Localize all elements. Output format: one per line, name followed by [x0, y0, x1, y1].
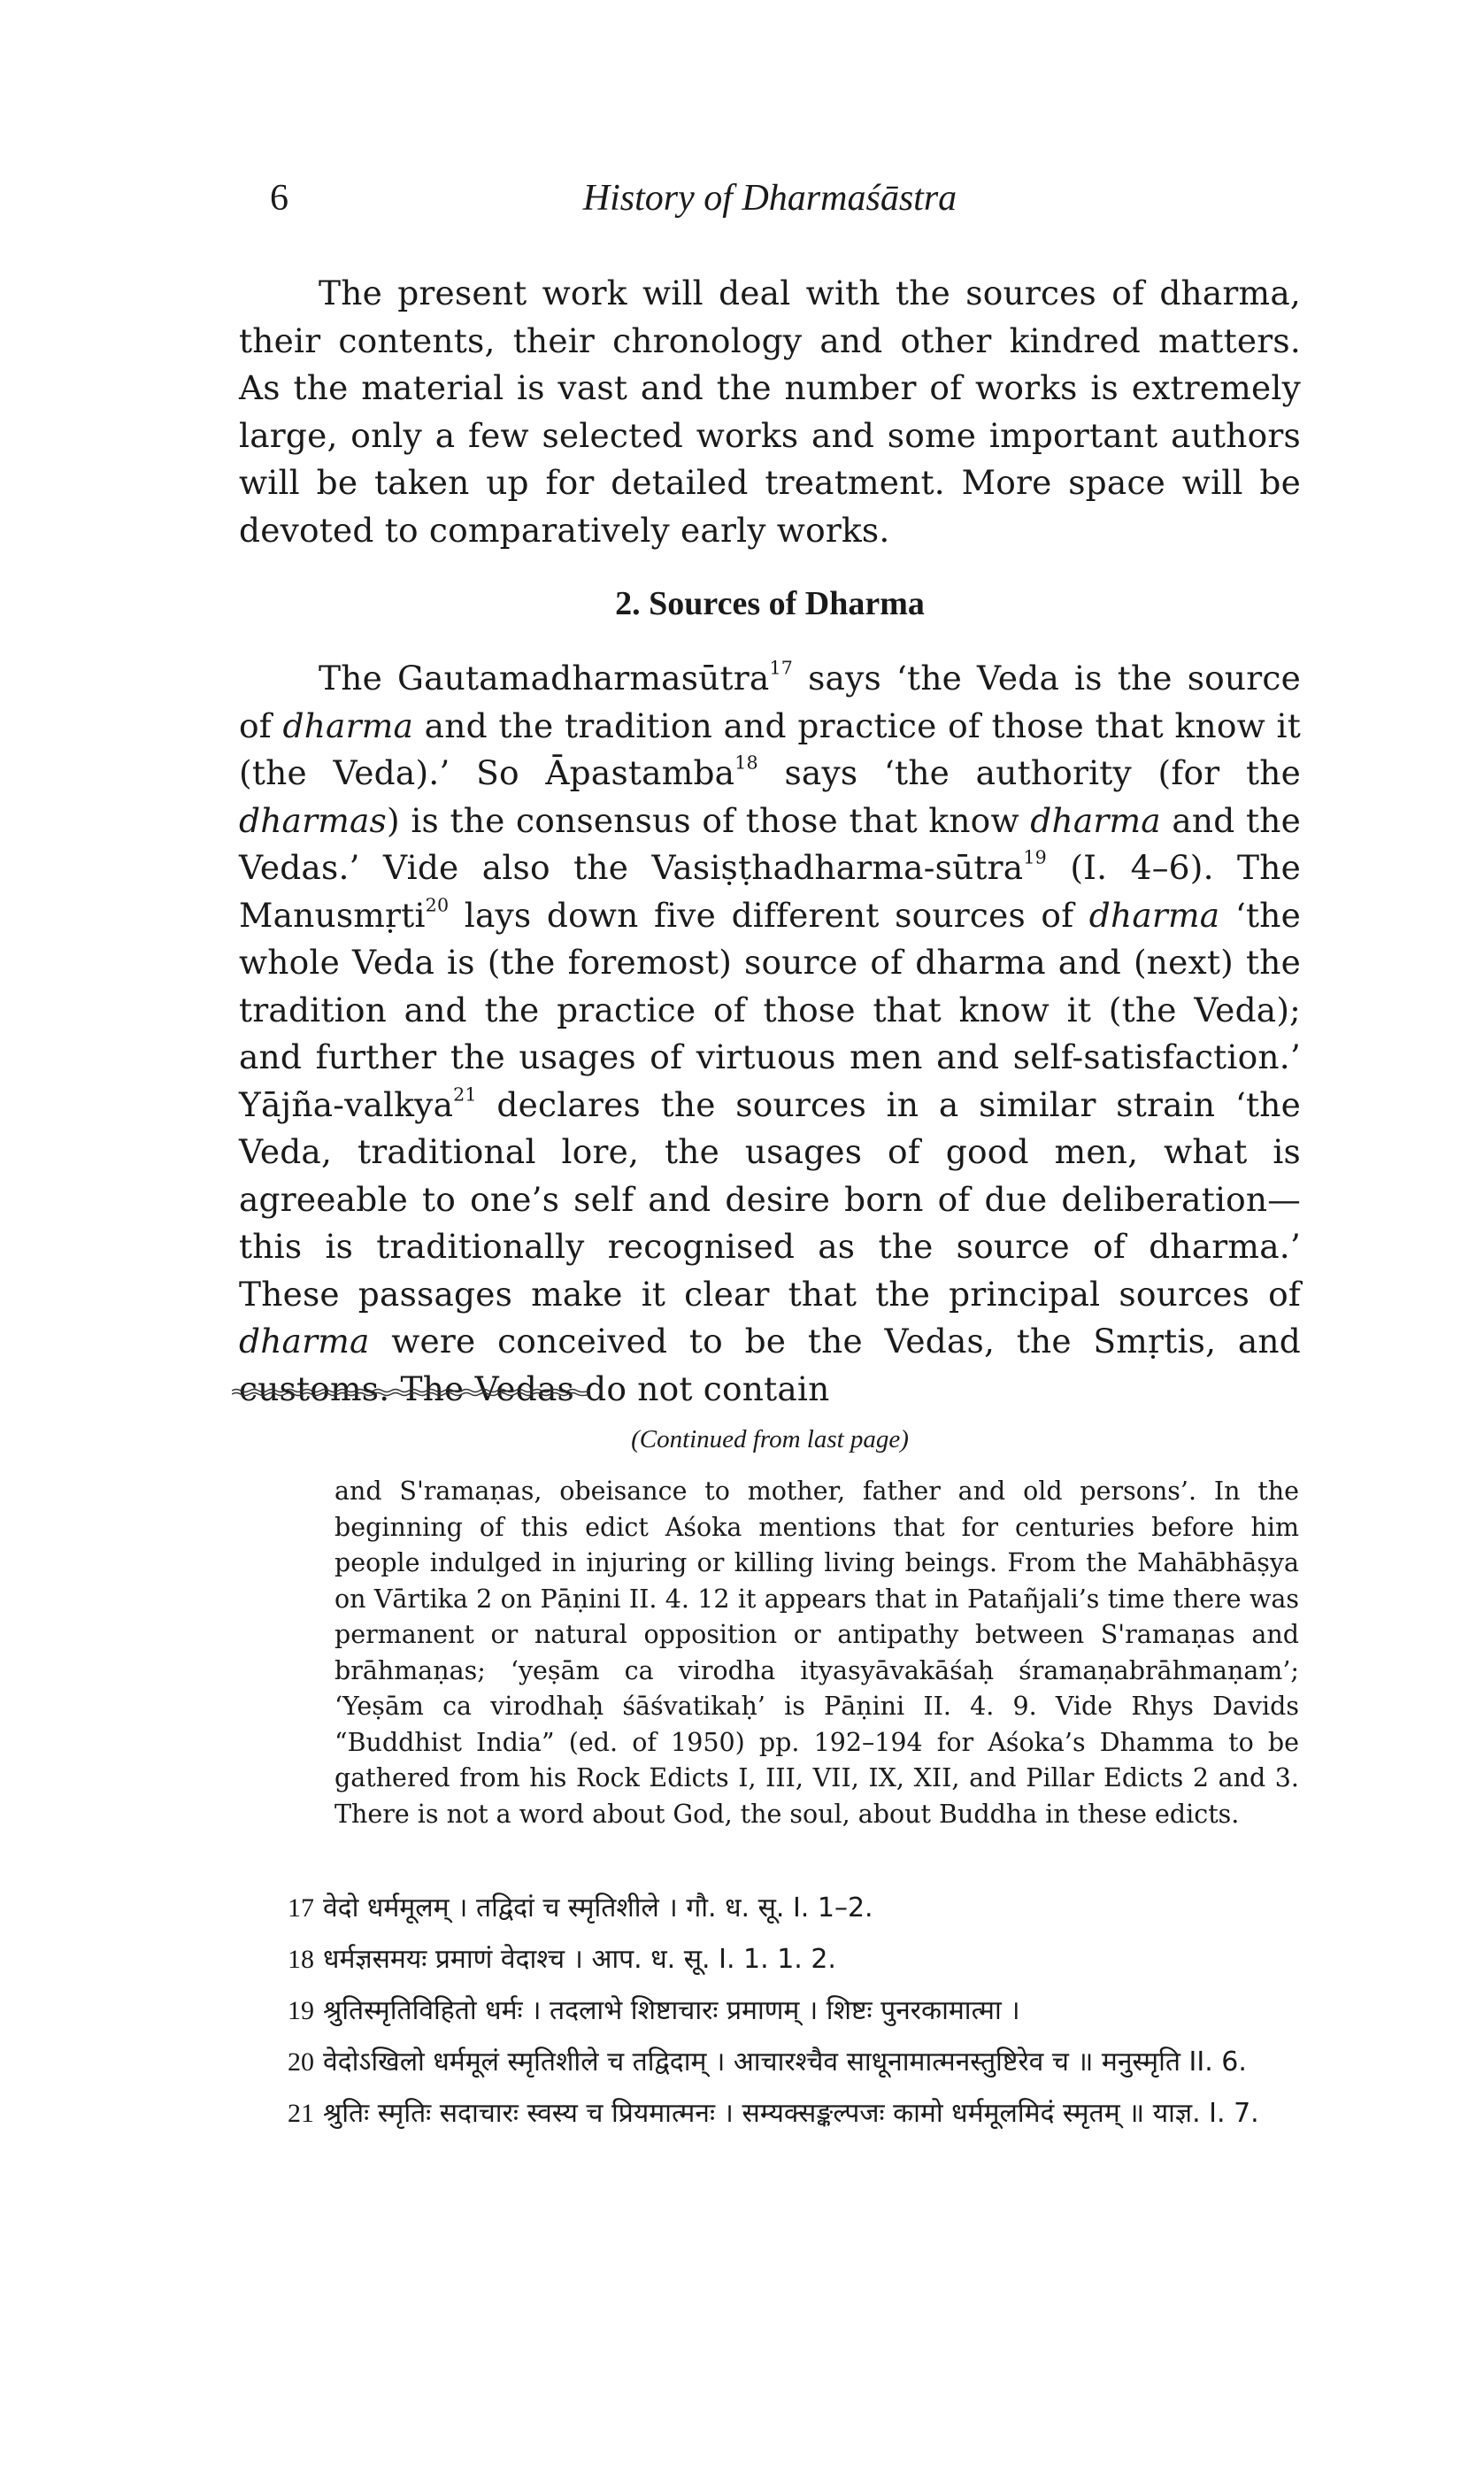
page-header — [239, 177, 1301, 230]
footnote-separator-rule — [232, 1388, 590, 1397]
footnote-number: 21 — [288, 2099, 314, 2128]
footnote-ref-18: 18 — [734, 752, 758, 774]
text-span: and the tradition and practice of those that know it (the Veda).’ So Āpastamba — [239, 705, 1301, 792]
italic-term: dharma — [1030, 800, 1161, 840]
italic-term: dharma — [239, 1322, 370, 1361]
text-span: says ‘the authority (for the — [757, 753, 1301, 792]
text-span: were conceived to be the Vedas, the Smṛtis, and customs. The Vedas do not contain — [239, 1322, 1301, 1408]
paragraph-intro — [239, 270, 1301, 554]
footnote-20 — [288, 2039, 1305, 2085]
footnote-18 — [288, 1937, 1305, 1983]
running-title: History of Dharmaśāstra — [582, 178, 957, 219]
section-heading: 2. Sources of Dharma — [615, 585, 925, 622]
text-span: (I. 4–6). The Manusmṛti — [239, 848, 1301, 935]
italic-term: dharma — [282, 705, 414, 745]
footnote-ref-21: 21 — [453, 1083, 477, 1105]
text-span: lays down five different sources of — [449, 895, 1089, 935]
text-span: ‘the whole Veda is (the foremost) source of dharma and (next) the tradition and the practice of those that know it (the Veda); and further the usages of virtuous men and self-satisfaction.’ Yājña-valkya — [239, 895, 1301, 1124]
footnote-21 — [288, 2091, 1305, 2137]
footnote-17 — [288, 1885, 1305, 1931]
footnote-text: वेदो धर्ममूलम् । तद्विदां च स्मृतिशीले । गौ. ध. सू. I. 1–2. — [323, 1893, 873, 1923]
footnotes-list — [288, 1885, 1305, 2142]
footnote-text: धर्मज्ञसमयः प्रमाणं वेदाश्च । आप. ध. सू. I. 1. 1. 2. — [323, 1944, 836, 1975]
continued-label: (Continued from last page) — [631, 1425, 909, 1453]
text-span: ) is the consensus of those that know — [387, 800, 1031, 840]
text-span: and the Vedas.’ Vide also the Vasiṣṭhadharma-sūtra — [239, 800, 1302, 887]
footnote-ref-20: 20 — [425, 893, 450, 915]
footnote-ref-19: 19 — [1023, 846, 1047, 868]
footnote-number: 17 — [288, 1893, 314, 1923]
paragraph-1-text: The present work will deal with the sources of dharma, their contents, their chronology and other kindred matters. As the material is vast and the number of works is extremely large, only a few selected works and some important authors will be taken up for detailed treatment. More space will be devoted to comparatively early works. — [239, 274, 1301, 550]
footnote-number: 18 — [288, 1945, 314, 1974]
footnote-text: श्रुतिः स्मृतिः सदाचारः स्वस्य च प्रियमात्मनः । सम्यक्सङ्कल्पजः कामो धर्ममूलमिदं स्मृतम् ॥ याज्ञ. I. 7. — [323, 2098, 1259, 2129]
text-span: says ‘the Veda is the source of — [239, 659, 1301, 745]
footnote-text: वेदोऽखिलो धर्ममूलं स्मृतिशीले च तद्विदाम् । आचारश्चैव साधूनामात्मनस्तुष्टिरेव च ॥ मनुस्मृति II. 6. — [323, 2047, 1247, 2078]
footnote-ref-17: 17 — [769, 657, 794, 679]
italic-term: dharmas — [239, 800, 388, 840]
footnote-19 — [288, 1988, 1305, 2034]
footnote-number: 20 — [288, 2047, 314, 2077]
footnote-text: श्रुतिस्मृतिविहितो धर्मः । तदलाभे शिष्टाचारः प्रमाणम् । शिष्टः पुनरकामात्मा । — [323, 1995, 1020, 2026]
text-span: The Gautamadharmasūtra — [319, 659, 770, 698]
text-span: declares the sources in a similar strain ‘the Veda, traditional lore, the usages of good men, what is agreeable to one’s self and desire born of due deliberation—this is traditionally recognised as the source of dharma.’ These passages make it clear that the principal sources of — [239, 1084, 1301, 1314]
paragraph-2-text — [239, 655, 1301, 1413]
footnote-number: 19 — [288, 1996, 314, 2025]
paragraph-sources — [239, 655, 1301, 1413]
italic-term: dharma — [1088, 895, 1220, 935]
page-number: 6 — [270, 178, 288, 219]
footnote-continued-text: and S'ramaṇas, obeisance to mother, father and old persons’. In the beginning of this edict Aśoka mentions that for centuries before him people indulged in injuring or killing living beings. From the Mahābhāṣya on Vārtika 2 on Pāṇini II. 4. 12 it appears that in Patañjali’s time there was permanent or natural opposition or antipathy between S'ramaṇas and brāhmaṇas; ‘yeṣām ca virodha ityasyāvakāśaḥ śramaṇabrāhmaṇam’; ‘Yeṣām ca virodhaḥ śāśvatikaḥ’ is Pāṇini II. 4. 9. Vide Rhys Davids “Buddhist India” (ed. of 1950) pp. 192–194 for Aśoka’s Dhamma to be gathered from his Rock Edicts I, III, VII, IX, XII, and Pillar Edicts 2 and 3. There is not a word about God, the soul, about Buddha in these edicts. — [334, 1476, 1299, 1829]
